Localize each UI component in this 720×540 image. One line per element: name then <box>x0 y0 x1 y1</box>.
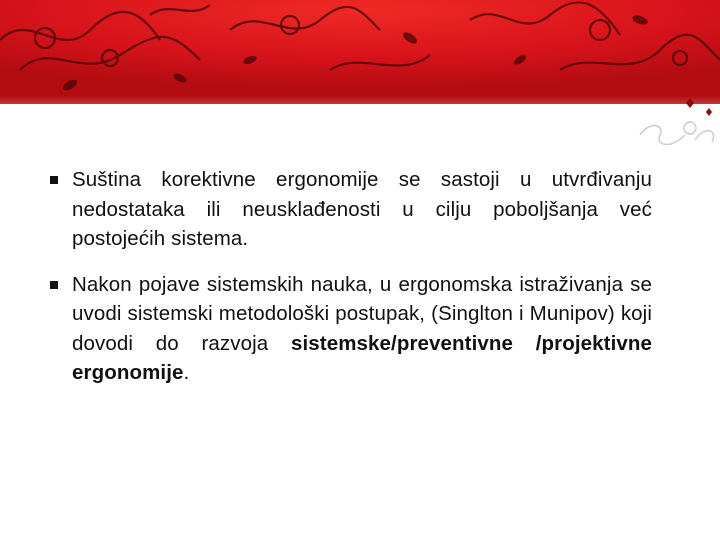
square-bullet-icon <box>50 281 58 289</box>
bullet-text: Nakon pojave sistemskih nauka, u ergonomska istraživanja se uvodi sistemski metodološki postupak, (Singlton i Munipov) koji dovodi do razvoja <box>72 272 652 355</box>
bullet-item-sistemske-nauke <box>48 270 652 388</box>
floral-swirl-ornament <box>0 0 720 160</box>
decorative-red-banner <box>0 0 720 160</box>
slide-content <box>48 165 652 404</box>
square-bullet-icon <box>50 176 58 184</box>
bullet-text: Suština korektivne ergonomije se sastoji u utvrđivanju nedostataka ili neusklađenosti u cilju poboljšanja već postojećih sistema. <box>72 168 652 250</box>
bullet-item-korektivna-ergonomija <box>48 165 652 254</box>
bullet-trailing-text: . <box>183 361 190 384</box>
bullet-bold-term: sistemske/preventivne /projektivne ergonomije <box>72 331 652 384</box>
